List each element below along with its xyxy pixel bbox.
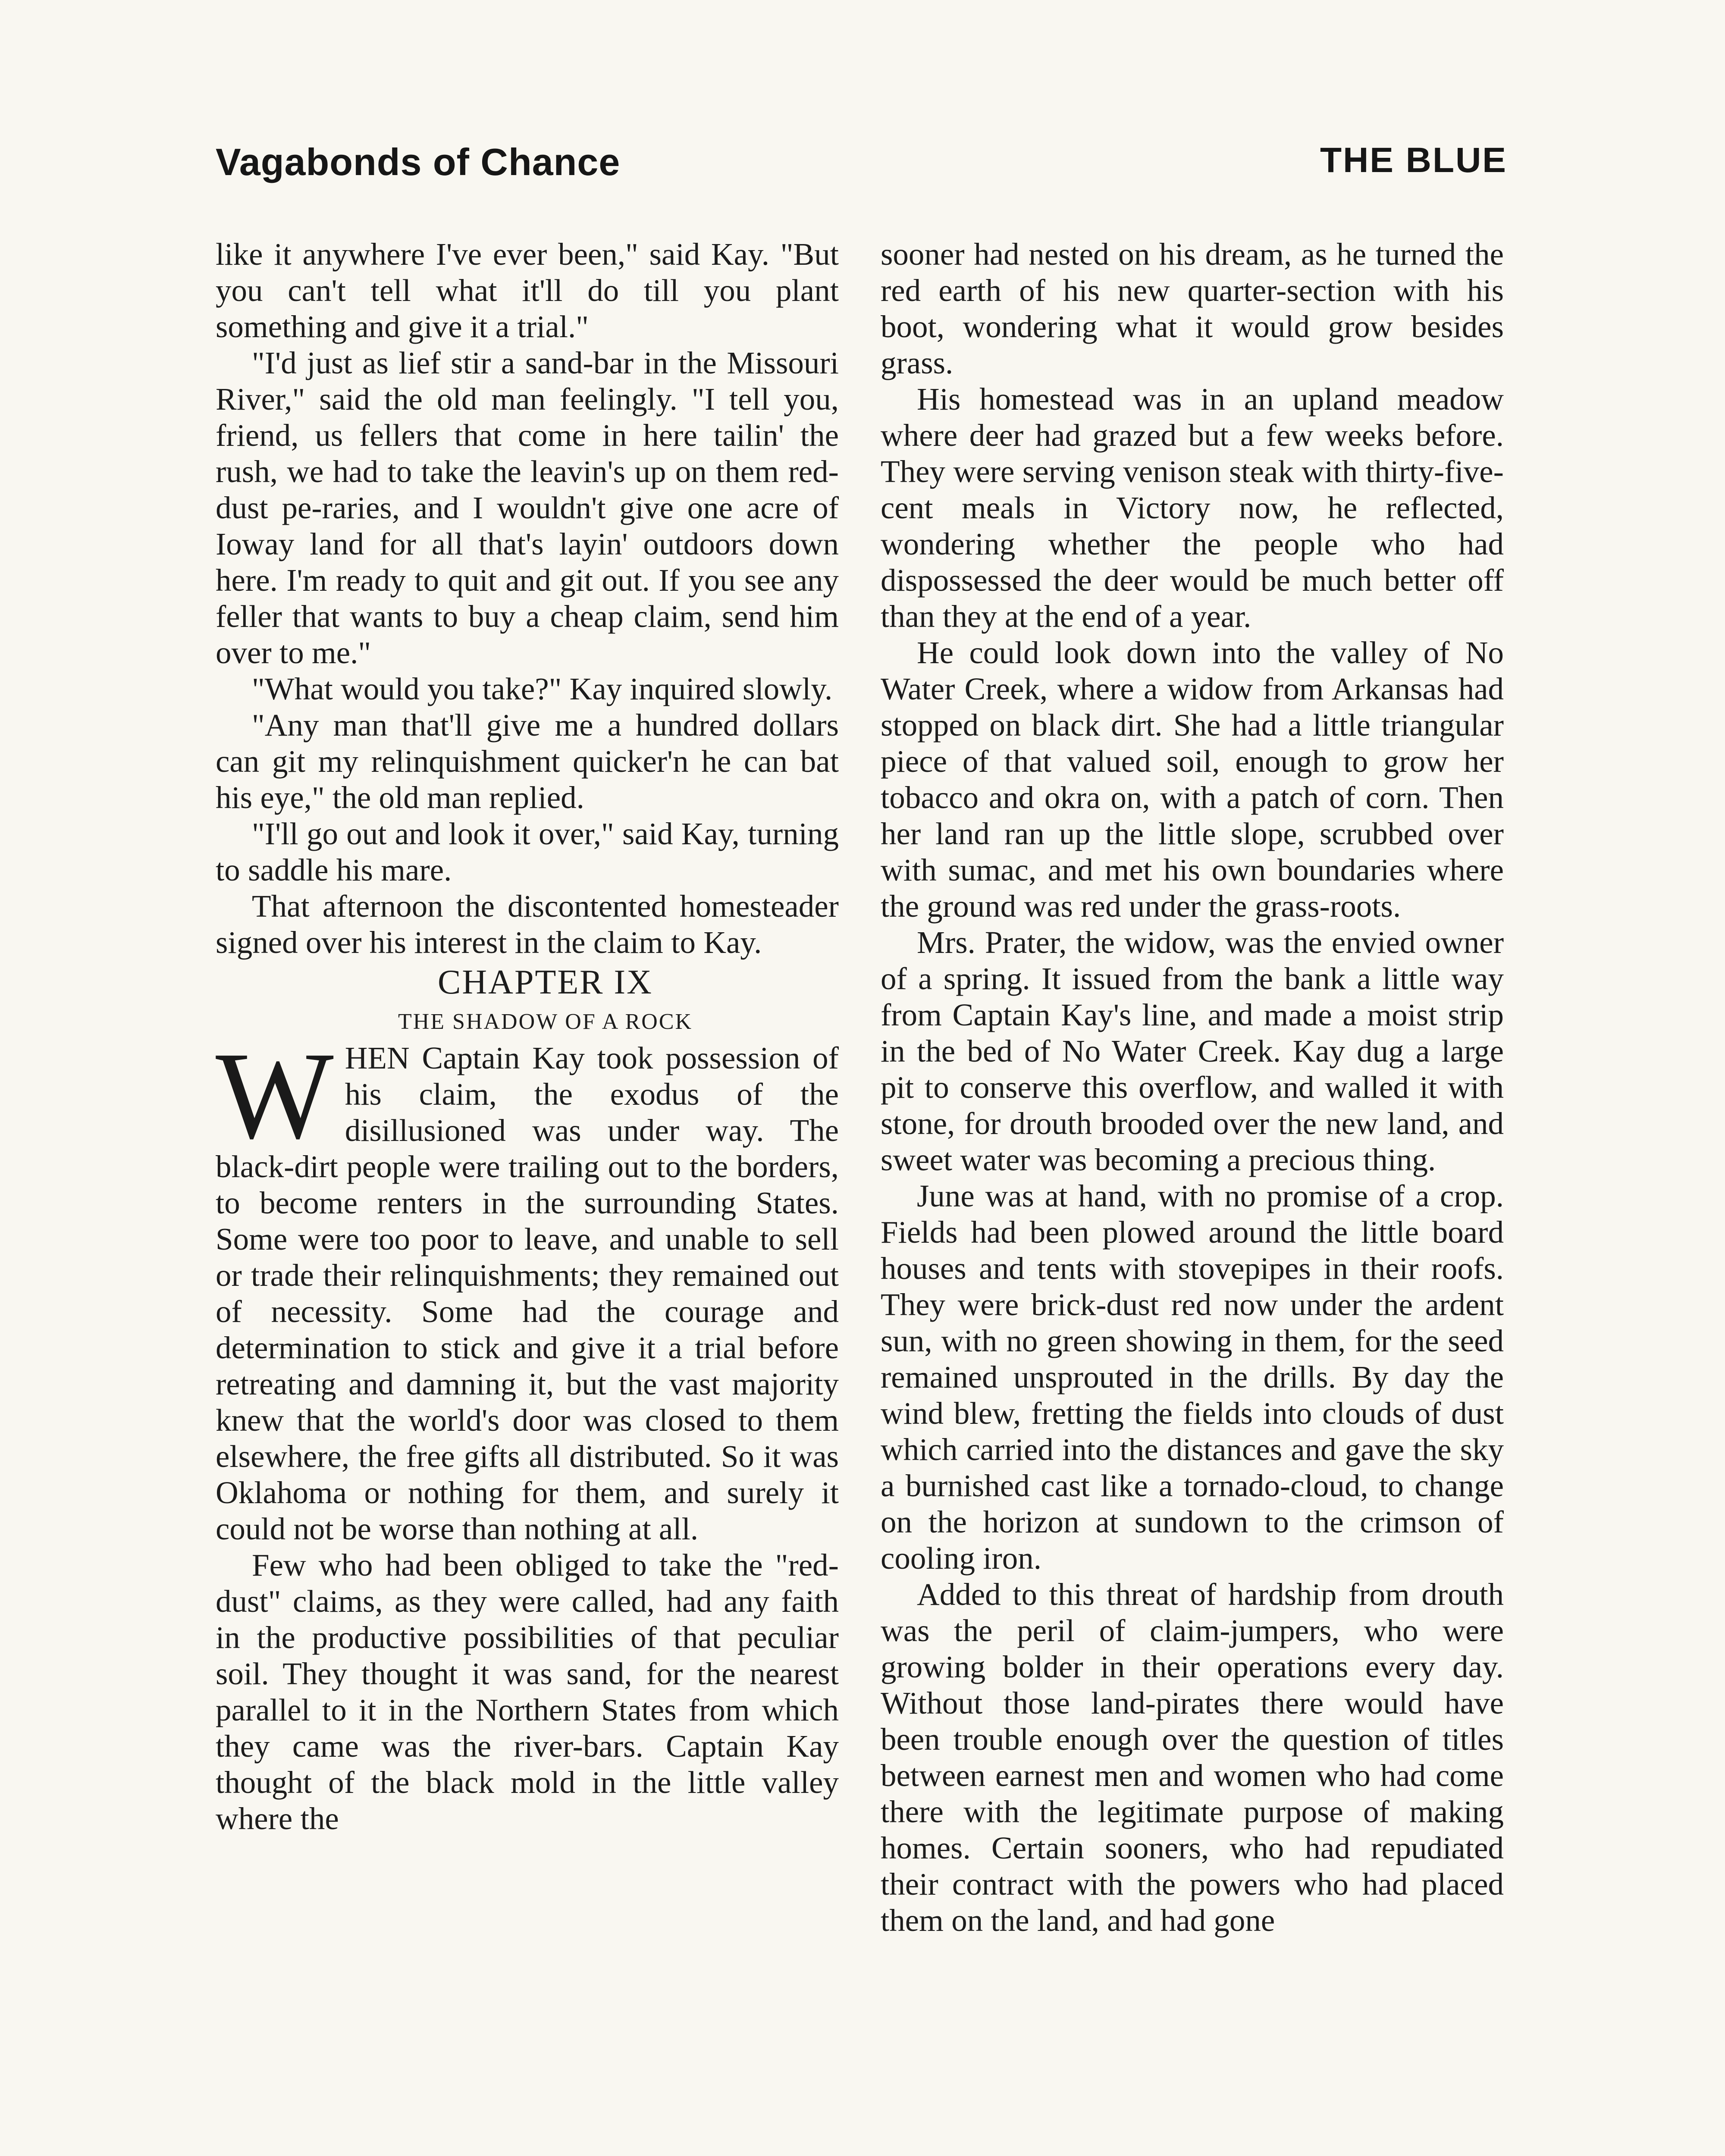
paragraph: Added to this threat of hardship from drouth was the peril of claim-jumpers, who were growing bolder in their operations every day. Without those land-pirates there would have been trouble enough over the question of titles between earnest men and women who had come there with the legitimate purpose of making homes. Certain sooners, who had repudiated their contract with the powers who had placed them on the land, and had gone [881, 1577, 1504, 1938]
chapter-title: CHAPTER IX [438, 963, 653, 1001]
paragraph-text: HEN Captain Kay took possession of his claim, the exodus of the disillusioned was under way. The black-dirt people were trailing out to the borders, to become renters in the surrounding States. Some were too poor to leave, and unable to sell or trade their relinquishments; they remained out of necessity. Some had the courage and determination to stick and give it a trial before retreating and damning it, but the vast majority knew that the world's door was closed to them elsewhere, the free gifts all distributed. So it was Oklahoma or nothing for them, and surely it could not be worse than nothing at all. [216, 1040, 839, 1546]
left-column [216, 236, 839, 1837]
paragraph: June was at hand, with no promise of a crop. Fields had been plowed around the little board houses and tents with stovepipes in their roofs. They were brick-dust red now under the ardent sun, with no green showing in them, for the seed remained unsprouted in the drills. By day the wind blew, fretting the fields into clouds of dust which carried into the distances and gave the sky a burnished cast like a tornado-cloud, to change on the horizon at sundown to the crimson of cooling iron. [881, 1178, 1504, 1576]
chapter-opening-paragraph [216, 1026, 839, 1547]
paragraph: That afternoon the discontented homesteader signed over his interest in the claim to Kay. [216, 889, 839, 960]
paragraph: "I'd just as lief stir a sand-bar in the Missouri River," said the old man feelingly. "I tell you, friend, us fellers that come in here tailin' the rush, we had to take the leavin's up on them red-dust pe-raries, and I wouldn't give one acre of Ioway land for all that's layin' outdoors down here. I'm ready to quit and git out. If you see any feller that wants to buy a cheap claim, send him over to me." [216, 345, 839, 670]
running-head-title: Vagabonds of Chance [216, 141, 621, 183]
chapter-subtitle: THE SHADOW OF A ROCK [398, 1009, 693, 1034]
paragraph: "I'll go out and look it over," said Kay, turning to saddle his mare. [216, 816, 839, 887]
paragraph: He could look down into the valley of No Water Creek, where a widow from Arkansas had stopped on black dirt. She had a little triangular piece of that valued soil, enough to grow her tobacco and okra on, with a patch of corn. Then her land ran up the little slope, scrubbed over with sumac, and met his own boundaries where the ground was red under the grass-roots. [881, 635, 1504, 924]
paragraph: His homestead was in an upland meadow where deer had grazed but a few weeks before. They were serving venison steak with thirty-five-cent meals in Victory now, he reflected, wondering whether the people who had dispossessed the deer would be much better off than they at the end of a year. [881, 382, 1504, 634]
right-column [881, 236, 1504, 1939]
paragraph: like it anywhere I've ever been," said Kay. "But you can't tell what it'll do till you plant something and give it a trial." [216, 237, 839, 344]
paragraph: Mrs. Prater, the widow, was the envied owner of a spring. It issued from the bank a little way from Captain Kay's line, and made a moist strip in the bed of No Water Creek. Kay dug a large pit to conserve this overflow, and walled it with stone, for drouth brooded over the new land, and sweet water was becoming a precious thing. [881, 925, 1504, 1177]
drop-cap: W [216, 1026, 334, 1165]
paragraph: Few who had been obliged to take the "red-dust" claims, as they were called, had any faith in the productive possibilities of that peculiar soil. They thought it was sand, for the nearest parallel to it in the Northern States from which they came was the river-bars. Captain Kay thought of the black mold in the little valley where the [216, 1548, 839, 1836]
paragraph: sooner had nested on his dream, as he turned the red earth of his new quarter-section with his boot, wondering what it would grow besides grass. [881, 237, 1504, 380]
paragraph: "Any man that'll give me a hundred dollars can git my relinquishment quicker'n he can bat his eye," the old man replied. [216, 708, 839, 815]
paragraph: "What would you take?" Kay inquired slowly. [252, 671, 833, 706]
running-head-magazine: THE BLUE [1320, 141, 1507, 180]
